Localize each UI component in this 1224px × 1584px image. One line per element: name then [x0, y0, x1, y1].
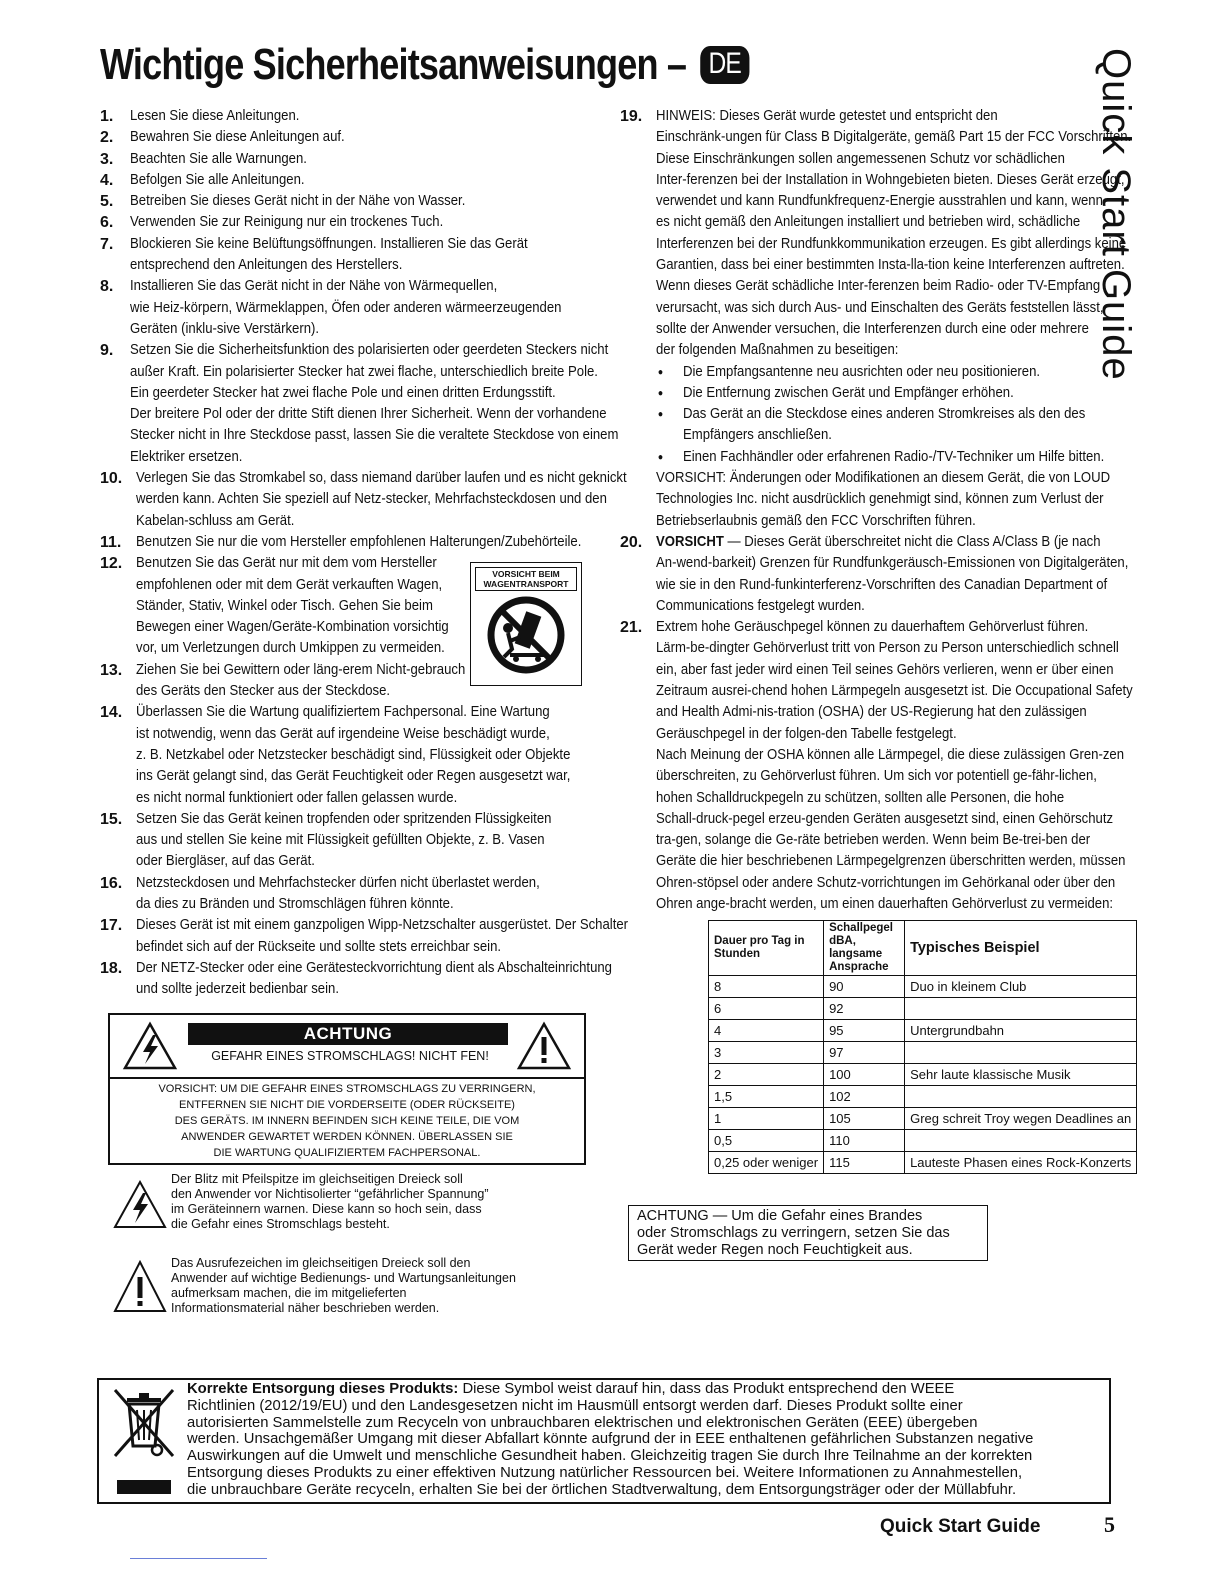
item-text	[656, 532, 1129, 617]
item-number: 14.	[100, 704, 123, 722]
list-item	[100, 873, 600, 916]
item-line: wie Heiz-körpern, Wärmeklappen, Öfen oder anderen wärmeerzeugenden	[130, 299, 562, 316]
item-line: überschreiten, zu Gehörverlust führen. Um sich vor potentiell ge-fähr-lichen,	[656, 768, 1097, 785]
item-line: Ziehen Sie bei Gewittern oder läng-erem Nicht-gebrauch	[136, 661, 466, 678]
table-row	[709, 1086, 1137, 1108]
table-cell: Lauteste Phasen eines Rock-Konzerts	[905, 1152, 1137, 1174]
item-line: ist notwendig, wenn das Gerät auf irgendeine Weise beschädigt wurde,	[136, 725, 550, 742]
item-number: 5.	[100, 193, 114, 211]
lightning-note-text	[171, 1172, 571, 1232]
item-number: 15.	[100, 810, 123, 828]
item-line: Setzen Sie das Gerät keinen tropfenden oder spritzenden Flüssigkeiten	[136, 810, 552, 827]
table-row	[709, 976, 1137, 998]
list-item	[100, 149, 600, 170]
table-header-duration: Dauer pro Tag in Stunden	[709, 921, 824, 976]
language-badge: DE	[700, 46, 749, 84]
item-line: Ständer, Stativ, Winkel oder Tisch. Gehen Sie beim	[136, 597, 433, 614]
item-number: 8.	[100, 278, 114, 296]
item-line: ins Gerät gelangt sind, das Gerät Feuchtigkeit oder Regen ausgesetzt war,	[136, 768, 571, 785]
lightning-warning-icon	[122, 1021, 178, 1071]
item-lead: VORSICHT	[656, 533, 724, 550]
item-line: Zeitraum ausrei-chend hohen Lärmpegeln ausgesetzt ist. Die Occupational Safety	[656, 683, 1133, 700]
item-line: der folgenden Maßnahmen zu beseitigen:	[656, 342, 899, 359]
item-line: VORSICHT: Änderungen oder Modifikationen an diesem Gerät, die von LOUD	[656, 470, 1111, 487]
item-number: 13.	[100, 661, 123, 679]
list-item	[100, 276, 600, 340]
table-row	[709, 1020, 1137, 1042]
table-cell: 102	[824, 1086, 905, 1108]
item-text	[130, 212, 600, 233]
item-number: 11.	[100, 533, 122, 551]
lightning-note-line: im Geräteinnern warnen. Diese kann so hoch sein, dass	[171, 1202, 482, 1216]
table-cell: Untergrundbahn	[905, 1020, 1137, 1042]
list-item	[100, 127, 600, 148]
achtung-body-line: ENTFERNEN SIE NICHT DIE VORDERSEITE (ODER RÜCKSEITE)	[179, 1099, 515, 1111]
page-title-text: Wichtige Sicherheitsanweisungen –	[100, 40, 687, 89]
fire-warning-box	[628, 1205, 988, 1261]
item-line: verwendet und kann Rundfunkfrequenz-Energie ausstrahlen und kann, wenn	[656, 193, 1103, 210]
table-header-row	[709, 921, 1137, 976]
table-cell	[905, 1086, 1137, 1108]
exclamation-note-line: aufmerksam machen, die im mitgelieferten	[171, 1286, 407, 1300]
list-item	[100, 170, 600, 191]
table-cell: 0,5	[709, 1130, 824, 1152]
weee-line: Auswirkungen auf die Umwelt und menschliche Gesundheit haben. Gleichzeitig tragen Sie durch Ihre Teilnahme an der korrekten	[187, 1448, 1033, 1465]
item-line: Communications festgelegt wurden.	[656, 597, 865, 614]
item-line: Bewahren Sie diese Anleitungen auf.	[130, 129, 345, 146]
table-cell: 8	[709, 976, 824, 998]
table-cell: 3	[709, 1042, 824, 1064]
page-number: 5	[1104, 1512, 1115, 1537]
table-cell	[905, 1042, 1137, 1064]
table-header-level: Schallpegel dBA, langsame Ansprache	[824, 921, 905, 976]
item-text	[136, 915, 629, 958]
list-item	[100, 915, 629, 958]
weee-lead: Korrekte Entsorgung dieses Produkts:	[187, 1381, 459, 1397]
lightning-note-line: Der Blitz mit Pfeilspitze im gleichseitigen Dreieck soll	[171, 1172, 463, 1186]
table-row	[709, 1108, 1137, 1130]
item-text	[130, 191, 600, 212]
item-line: Geräte die hier beschriebenen Lärmpegelgrenzen überschritten werden, müssen	[656, 853, 1126, 870]
table-row	[709, 1042, 1137, 1064]
item-line: An-wend-barkeit) Grenzen für Rundfunkgeräusch-Emissionen von Digitalgeräten,	[656, 555, 1129, 572]
item-text	[130, 340, 619, 468]
table-cell: 105	[824, 1108, 905, 1130]
cart-warning-line2: WAGENTRANSPORT	[483, 579, 569, 589]
exclamation-note-text	[171, 1256, 591, 1316]
item-line: Wenn dieses Gerät schädliche Inter-ferenzen beim Radio- oder TV-Empfang	[656, 278, 1101, 295]
exclamation-warning-icon	[516, 1021, 572, 1071]
weee-text	[187, 1381, 1107, 1499]
item-line: oder Biergläser, auf das Gerät.	[136, 853, 315, 870]
item-text	[130, 170, 600, 191]
weee-line: autorisierten Sammelstelle zum Recyceln von unbrauchbaren elektrischen und elektronischen Geräten (EEE) übergeben	[187, 1414, 978, 1431]
item-line: Der NETZ-Stecker oder eine Gerätesteckvorrichtung dient als Abschalteinrichtung	[136, 959, 612, 976]
fire-warning-line: oder Stromschlags zu verringern, setzen Sie das	[637, 1225, 950, 1241]
item-line: empfohlenen oder mit dem Gerät verkauften Wagen,	[136, 576, 443, 593]
table-cell: Sehr laute klassische Musik	[905, 1064, 1137, 1086]
table-cell: Duo in kleinem Club	[905, 976, 1137, 998]
item-line: Betriebserlaubnis gemäß den FCC Vorschriften führen.	[656, 512, 976, 529]
item-line: Extrem hohe Geräuschpegel können zu dauerhaftem Gehörverlust führen.	[656, 619, 1089, 636]
item-text	[130, 106, 600, 127]
table-cell: 110	[824, 1130, 905, 1152]
item-line: wie sie in den Rund-funkinterferenz-Vorschriften des Canadian Department of	[656, 576, 1108, 593]
achtung-banner: ACHTUNG	[188, 1023, 508, 1045]
item-line: Setzen Sie die Sicherheitsfunktion des polarisierten oder geerdeten Steckers nicht	[130, 342, 609, 359]
item-number: 3.	[100, 150, 114, 168]
item-line	[656, 532, 1101, 553]
item-line: Diese Einschränkungen sollen angemessenen Schutz vor schädlichen	[656, 150, 1065, 167]
item-line: Lärm-be-dingter Gehörverlust tritt von Person zu Person unterschiedlich schnell	[656, 640, 1119, 657]
table-row	[709, 1130, 1137, 1152]
item-line: Ohren-stöpsel oder andere Schutz-vorrichtungen im Gehörkanal oder über den	[656, 874, 1116, 891]
weee-disposal-box	[97, 1378, 1111, 1504]
item-text	[130, 234, 600, 277]
item-number: 1.	[100, 108, 114, 125]
table-cell: 95	[824, 1020, 905, 1042]
item-text	[136, 468, 627, 532]
item-line: Schall-druck-pegel erzeu-genden Geräten ausgesetzt sind, einen Gehörschutz	[656, 810, 1114, 827]
lightning-symbol-icon	[113, 1180, 167, 1230]
bullet-item: Empfängers anschließen.	[683, 427, 832, 444]
weee-first-line	[187, 1381, 1107, 1398]
item-line: es nicht normal funktioniert oder fallen gelassen wurde.	[136, 789, 458, 806]
item-number: 12.	[100, 555, 123, 573]
item-line: z. B. Netzkabel oder Netzstecker beschädigt sind, Flüssigkeit oder Objekte	[136, 746, 571, 763]
weee-bin-icon	[109, 1384, 179, 1500]
item-text	[136, 958, 612, 1001]
achtung-body-line: DES GERÄTS. IM INNERN BEFINDEN SICH KEINE TEILE, DIE VOM	[174, 1115, 520, 1127]
lightning-note-line: die Gefahr eines Stromschlags besteht.	[171, 1217, 390, 1231]
item-line: Der breitere Pol oder der dritte Stift dienen Ihrer Sicherheit. Wenn der vorhandene	[130, 406, 607, 423]
list-item	[100, 809, 600, 873]
page-title	[100, 40, 749, 90]
item-line: Technologies Inc. nicht ausdrücklich genehmigt sind, können zum Verlust der	[656, 491, 1104, 508]
item-line: Verwenden Sie zur Reinigung nur ein trockenes Tuch.	[130, 214, 444, 231]
item-line: Überlassen Sie die Wartung qualifiziertem Fachpersonal. Eine Wartung	[136, 704, 550, 721]
item-line: Benutzen Sie das Gerät nur mit dem vom Hersteller	[136, 555, 437, 572]
achtung-subtitle: GEFAHR EINES STROMSCHLAGS! NICHT FEN!	[211, 1049, 489, 1063]
list-item	[100, 340, 619, 468]
table-cell: 115	[824, 1152, 905, 1174]
cart-warning-line1: VORSICHT BEIM	[492, 569, 560, 579]
left-column	[100, 106, 629, 1000]
item-number: 19.	[620, 108, 643, 125]
item-line: Blockieren Sie keine Belüftungsöffnungen. Installieren Sie das Gerät	[130, 235, 528, 252]
table-cell: 90	[824, 976, 905, 998]
item-number: 6.	[100, 214, 114, 232]
list-item	[100, 702, 600, 808]
item-line: vor, um Verletzungen durch Umkippen zu vermeiden.	[136, 640, 445, 657]
item-line: Installieren Sie das Gerät nicht in der Nähe von Wärmequellen,	[130, 278, 498, 295]
table-row	[709, 998, 1137, 1020]
item-line: hohen Schalldruckpegeln zu schützen, sollten alle Personen, die hohe	[656, 789, 1065, 806]
item-line: Nach Meinung der OSHA können alle Lärmpegel, die diese zulässigen Gren-zen	[656, 746, 1125, 763]
side-title: Quick Start Guide	[1094, 48, 1138, 381]
table-cell: 2	[709, 1064, 824, 1086]
footer-label: Quick Start Guide	[880, 1516, 1041, 1537]
achtung-warning-box	[108, 1013, 586, 1165]
item-text	[136, 809, 600, 873]
item-number: 16.	[100, 874, 123, 892]
item-line: verursacht, was sich durch Aus- und Einschalten des Geräts feststellen lässt,	[656, 299, 1104, 316]
item-line: Stecker nicht in Ihre Steckdose passt, lassen Sie die veraltete Steckdose von einem	[130, 427, 619, 444]
lightning-note-line: den Anwender vor Nichtisolierter “gefährlicher Spannung”	[171, 1187, 489, 1201]
table-cell: 97	[824, 1042, 905, 1064]
item-number: 17.	[100, 917, 123, 935]
item-line: Netzsteckdosen und Mehrfachstecker dürfen nicht überlastet werden,	[136, 874, 540, 891]
item-number: 7.	[100, 235, 114, 253]
achtung-body-line: VORSICHT: UM DIE GEFAHR EINES STROMSCHLAGS ZU VERRINGERN,	[158, 1083, 536, 1095]
achtung-body-line: DIE WARTUNG QUALIFIZIERTEM FACHPERSONAL.	[213, 1147, 481, 1159]
list-item	[100, 532, 600, 553]
item-number: 10.	[100, 470, 123, 488]
exclamation-note-line: Anwender auf wichtige Bedienungs- und Wartungsanleitungen	[171, 1271, 516, 1285]
item-line-rest: — Dieses Gerät überschreitet nicht die Class A/Class B (je nach	[723, 533, 1101, 550]
fire-warning-line: ACHTUNG — Um die Gefahr eines Brandes	[637, 1208, 923, 1224]
item-line: HINWEIS: Dieses Gerät wurde getestet und entspricht den	[656, 108, 998, 124]
exclamation-note-line: Informationsmaterial näher beschrieben werden.	[171, 1301, 440, 1315]
fcc-measures-list	[656, 362, 1105, 468]
table-cell: 4	[709, 1020, 824, 1042]
item-number: 20.	[620, 533, 643, 551]
item-line: Einschränk-ungen für Class B Digitalgeräte, gemäß Part 15 der FCC Vorschriften.	[656, 129, 1132, 146]
item-line: entsprechend den Anleitungen des Herstellers.	[130, 257, 403, 274]
list-item	[100, 212, 600, 233]
table-cell: Greg schreit Troy wegen Deadlines an	[905, 1108, 1137, 1130]
item-line: Interferenzen bei der Rundfunkkommunikation erzeugen. Es gibt allerdings keine	[656, 235, 1127, 252]
list-item-21	[620, 617, 1133, 915]
item-text	[130, 127, 600, 148]
item-line: Kabelan-schluss am Gerät.	[136, 512, 295, 529]
list-item	[100, 958, 612, 1001]
exclamation-note-line: Das Ausrufezeichen im gleichseitigen Dreieck soll den	[171, 1256, 471, 1270]
table-row	[709, 1152, 1137, 1174]
item-line: ein, aber fast jeder wird einen Teil seines Gehörs verlieren, wenn er über einen	[656, 661, 1114, 678]
weee-line: Entsorgung dieses Produkts zu einer effektiven Nutzung natürlicher Ressourcen bei. Weitere Informationen zu Annahmestellen,	[187, 1464, 1023, 1481]
table-header-example: Typisches Beispiel	[905, 921, 1137, 976]
bullet-item: ● Einen Fachhändler oder erfahrenen Radio-/TV-Techniker um Hilfe bitten.	[656, 447, 1090, 468]
item-line: Ohren ange-bracht werden, um einen dauerhaften Gehörverlust zu vermeiden:	[656, 895, 1114, 912]
list-item	[100, 234, 600, 277]
cart-tip-icon	[486, 595, 566, 675]
item-line: Benutzen Sie nur die vom Hersteller empfohlenen Halterungen/Zubehörteile.	[136, 533, 582, 550]
bullet-item: ● Das Gerät an die Steckdose eines anderen Stromkreises als den des	[656, 404, 1090, 425]
weee-line: die unbrauchbare Geräte recyceln, erhalten Sie bei der örtlichen Stadtverwaltung, dem Entsorgungsträger oder der Müllabfuhr.	[187, 1481, 1017, 1498]
item-number: 4.	[100, 171, 114, 189]
item-number: 18.	[100, 959, 123, 977]
item-line: und sollte jederzeit bedienbar sein.	[136, 981, 339, 998]
item-line: sollte der Anwender versuchen, die Interferenzen durch eine oder mehrere	[656, 320, 1089, 337]
bullet-item: ● Die Empfangsantenne neu ausrichten oder neu positionieren.	[656, 362, 1090, 383]
item-line: Garantien, dass bei einer bestimmten Insta-lla-tion keine Interferenzen auftreten.	[656, 257, 1125, 274]
item-number: 2.	[100, 129, 114, 147]
table-cell: 1,5	[709, 1086, 824, 1108]
item-line: Beachten Sie alle Warnungen.	[130, 150, 307, 167]
item-number: 9.	[100, 342, 114, 360]
item-line: es nicht gemäß den Anleitungen installiert und betrieben wird, schädliche	[656, 214, 1081, 231]
item-line: Geräuschpegel in der folgen-den Tabelle festgelegt.	[656, 725, 957, 742]
footer-divider	[130, 1558, 267, 1559]
exclamation-symbol-icon	[113, 1260, 167, 1314]
item-line: aus und stellen Sie keine mit Flüssigkeit gefüllten Objekte, z. B. Vasen	[136, 832, 545, 849]
item-line: des Geräts den Stecker aus der Steckdose.	[136, 683, 391, 700]
item-line: Elektriker ersetzen.	[130, 448, 243, 465]
achtung-body	[110, 1079, 584, 1161]
item-text	[136, 873, 600, 916]
item-line: Inter-ferenzen bei der Installation in Wohngebieten bieten. Dieses Gerät erzeugt,	[656, 171, 1125, 188]
item-line: Betreiben Sie dieses Gerät nicht in der Nähe von Wasser.	[130, 193, 466, 210]
cart-warning-box	[470, 562, 582, 686]
weee-first: Diese Symbol weist darauf hin, dass das Produkt entsprechend den WEEE	[458, 1381, 955, 1397]
achtung-body-line: ANWENDER GEWARTET WERDEN KÖNNEN. ÜBERLASSEN SIE	[181, 1131, 513, 1143]
list-item	[100, 106, 600, 127]
table-cell: 100	[824, 1064, 905, 1086]
item-line: Befolgen Sie alle Anleitungen.	[130, 171, 305, 188]
item-text	[656, 617, 1133, 915]
item-line: Geräten (inklu-sive Verstärkern).	[130, 320, 320, 337]
list-item-20	[620, 532, 1129, 617]
table-cell: 0,25 oder weniger	[709, 1152, 824, 1174]
item-line: Bewegen einer Wagen/Geräte-Kombination vorsichtig	[136, 619, 449, 636]
item-line: befindet sich auf der Rückseite und sollte stets erreichbar sein.	[136, 938, 502, 955]
item-line: außer Kraft. Ein polarisierter Stecker hat zwei flache, unterschiedlich breite Pole.	[130, 363, 598, 380]
item-number: 21.	[620, 619, 643, 637]
table-cell	[905, 998, 1137, 1020]
table-cell: 92	[824, 998, 905, 1020]
table-row	[709, 1064, 1137, 1086]
noise-level-table	[708, 920, 1137, 1174]
item-line: and Health Admi-nis-tration (OSHA) der US-Regierung hat den zulässigen	[656, 704, 1087, 721]
item-line: Dieses Gerät ist mit einem ganzpoligen Wipp-Netzschalter ausgerüstet. Der Schalter	[136, 917, 629, 934]
table-cell	[905, 1130, 1137, 1152]
item-text	[136, 532, 600, 553]
item-text	[130, 149, 600, 170]
table-cell: 1	[709, 1108, 824, 1130]
item-text	[130, 276, 600, 340]
weee-line: Richtlinien (2012/19/EU) und den Landesgesetzen nicht im Hausmüll entsorgt werden darf. Dieses Produkt sollte einer	[187, 1397, 963, 1414]
table-cell: 6	[709, 998, 824, 1020]
item-line: Lesen Sie diese Anleitungen.	[130, 108, 300, 124]
bullet-item: ● Die Entfernung zwischen Gerät und Empfänger erhöhen.	[656, 383, 1090, 404]
item-line: tra-gen, solange die Ge-räte betrieben werden. Wenn beim Be-trei-ben der	[656, 832, 1091, 849]
item-line: Verlegen Sie das Stromkabel so, dass niemand darüber laufen und es nicht geknickt	[136, 470, 627, 487]
weee-line: werden. Unsachgemäßer Umgang mit dieser Abfallart könnte aufgrund der in EEE enthaltenen gefährlichen Substanzen negative	[187, 1431, 1034, 1448]
list-item	[100, 191, 600, 212]
item-line: da dies zu Bränden und Stromschlägen führen könnte.	[136, 895, 454, 912]
list-item	[100, 468, 627, 532]
item-line: Ein geerdeter Stecker hat zwei flache Pole und einen dritten Erdungsstift.	[130, 384, 556, 401]
item-text	[136, 702, 600, 808]
fire-warning-line: Gerät weder Regen noch Feuchtigkeit aus.	[637, 1242, 913, 1258]
item-line: werden kann. Achten Sie speziell auf Netz-stecker, Mehrfachsteckdosen und den	[136, 491, 607, 508]
